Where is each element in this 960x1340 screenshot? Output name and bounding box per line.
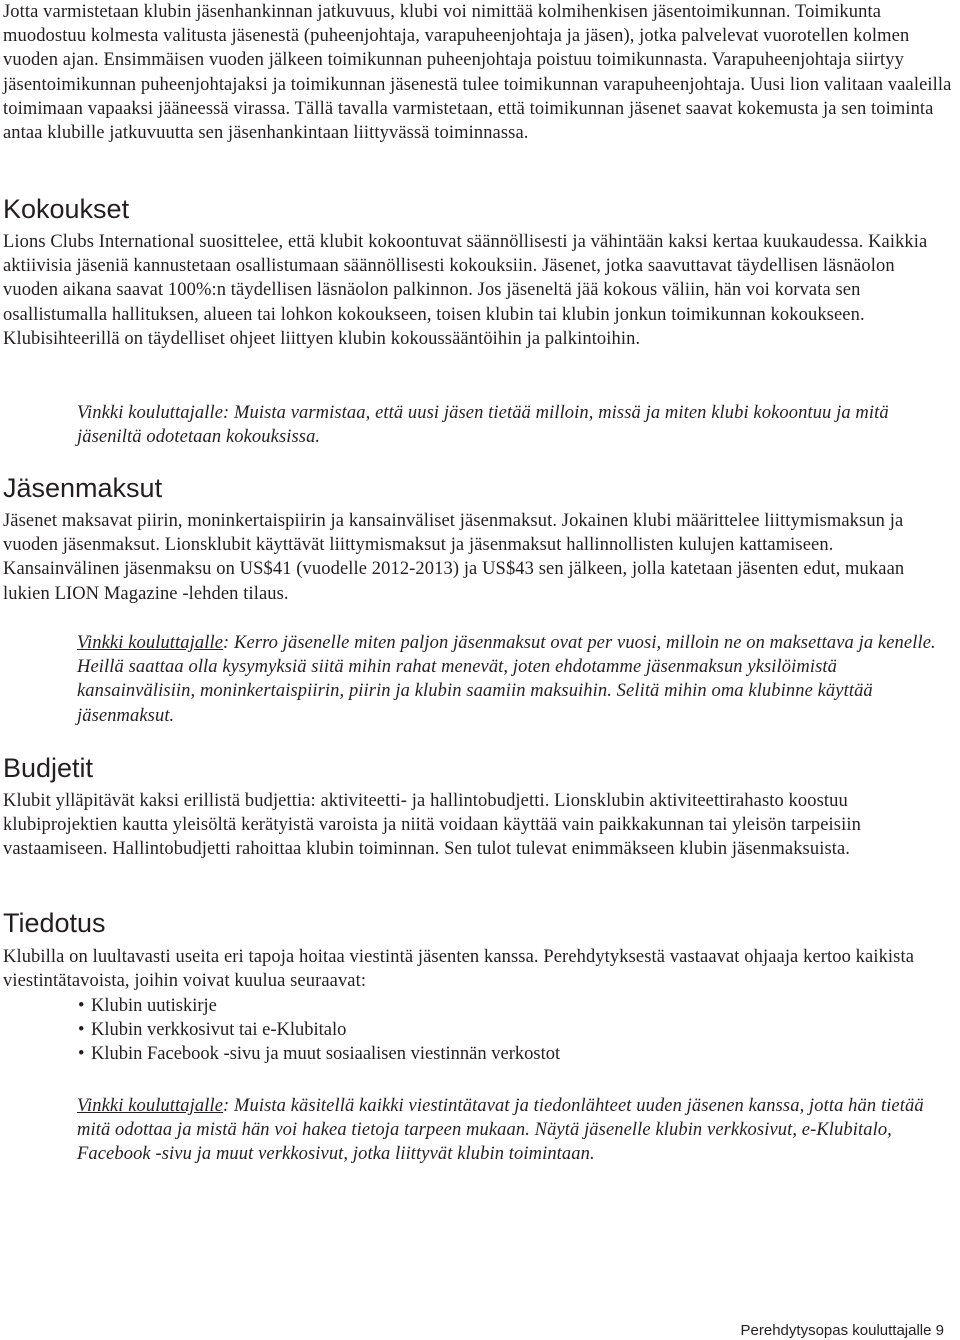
page-footer [741,1322,944,1340]
intro-paragraph: Jotta varmistetaan klubin jäsenhankinnan jatkuvuus, klubi voi nimittää kolmihenkisen jäsentoimikunnan. Toimikunta muodostuu kolmesta valitusta jäsenestä (puheenjohtaja, varapuheenjohtaja ja jäsen), jotka palvelevat vuorotellen kolmen vuoden ajan. Ensimmäisen vuoden jälkeen toimikunnan puheenjohtaja poistuu toimikunnasta. Varapuheenjohtaja siirtyy jäsentoimikunnan puheenjohtajaksi ja toimikunnan jäsenestä tulee toimikunnan varapuheenjohtaja. Uusi lion valitaan vaaleilla toimimaan vapaaksi jääneessä virassa. Tällä tavalla varmistetaan, että toimikunnan jäsenet saavat kokemusta ja sen toiminta antaa klubille jatkuvuutta sen jäsenhankintaan liittyvässä toiminnassa. [3,2,952,144]
trainer-tip-jasenmaksut [77,631,953,728]
section-heading-jasenmaksut: Jäsenmaksut [3,473,163,503]
budjetit-paragraph: Klubit ylläpitävät kaksi erillistä budjettia: aktiviteetti- ja hallintobudjetti. Lionsklubin aktiviteettirahasto koostuu klubiprojektien kautta yleisöltä kerätyistä varoista ja niitä voidaan käyttää vain paikkakunnan tai yleisön tarpeisiin vastaamiseen. Hallintobudjetti rahoittaa klubin toiminnan. Sen tulot tulevat enimmäkseen klubin jäsenmaksuista. [3,791,861,860]
jasenmaksut-paragraph: Jäsenet maksavat piirin, moninkertaispiirin ja kansainväliset jäsenmaksut. Jokainen klubi määrittelee liittymismaksun ja vuoden jäsenmaksut. Lionsklubit käyttävät liittymismaksut ja jäsenmaksut hallinnollisten kulujen kattamiseen. Kansainvälinen jäsenmaksu on US$41 (vuodelle 2012-2013) ja US$43 sen jälkeen, jolla katetaan jäsenten edut, mukaan lukien LION Magazine -lehden tilaus. [3,511,905,604]
list-item [78,994,560,1018]
tiedotus-paragraph: Klubilla on luultavasti useita eri tapoja hoitaa viestintä jäsenten kanssa. Perehdytyksestä vastaavat ohjaaja kertoo kaikista viestintätavoista, joihin voivat kuulua seuraavat: [3,947,915,992]
trainer-tip-kokoukset [77,401,953,449]
tip-label: Vinkki kouluttajalle: [77,403,230,423]
tip-text: : Kerro jäsenelle miten paljon jäsenmaksut ovat per vuosi, milloin ne on maksettava ja kenelle. Heillä saattaa olla kysymyksiä siitä mihin rahat menevät, joten ehdotamme jäsenmaksun yksilöimistä kansainvälisiin, moninkertaispiirin, piirin ja klubin saamiin maksuihin. Selitä mihin oma klubinne käyttää jäsenmaksut. [77,633,936,726]
section-heading-budjetit: Budjetit [3,753,94,783]
bullet-icon: • [78,1020,85,1041]
section-heading-tiedotus: Tiedotus [3,908,106,938]
bullet-icon: • [78,996,85,1016]
page-number: 9 [935,1322,944,1339]
list-item-text: Klubin uutiskirje [91,996,217,1016]
tip-label: Vinkki kouluttajalle [77,1096,224,1116]
list-item-text: Klubin verkkosivut tai e-Klubitalo [91,1020,347,1041]
bullet-icon: • [78,1044,85,1065]
tip-text: Muista varmistaa, että uusi jäsen tietää milloin, missä ja miten klubi kokoontuu ja mitä jäseniltä odotetaan kokouksissa. [77,403,889,448]
kokoukset-paragraph: Lions Clubs International suosittelee, että klubit kokoontuvat säännöllisesti ja vähintään kaksi kertaa kuukaudessa. Kaikkia aktiivisia jäseniä kannustetaan osallistumaan säännöllisesti kokouksiin. Jäsenet, jotka saavuttavat täydellisen läsnäolon vuoden aikana saavat 100%:n täydellisen läsnäolon palkinnon. Jos jäseneltä jää kokous väliin, hän voi korvata sen osallistumalla hallituksen, alueen tai lohkon kokoukseen, toisen klubin tai klubin jonkun toimikunnan kokoukseen. Klubisihteerillä on täydelliset ohjeet liittyen klubin kokoussääntöihin ja palkintoihin. [3,232,928,349]
trainer-tip-tiedotus [77,1094,953,1167]
section-heading-kokoukset: Kokoukset [3,194,130,224]
list-item-text: Klubin Facebook -sivu ja muut sosiaalisen viestinnän verkostot [91,1044,561,1065]
list-item [78,1042,560,1066]
footer-title: Perehdytysopas kouluttajalle [740,1322,932,1339]
communication-channels-list [78,994,560,1067]
tip-text: : Muista käsitellä kaikki viestintätavat ja tiedonlähteet uuden jäsenen kanssa, jotta hän tietää mitä odottaa ja mistä hän voi hakea tietoja tarpeen mukaan. Näytä jäsenelle klubin verkkosivut, e-Klubitalo, Facebook -sivu ja muut verkkosivut, jotka liittyvät klubin toimintaan. [77,1096,924,1165]
tip-label: Vinkki kouluttajalle [77,633,224,653]
list-item [78,1018,560,1042]
